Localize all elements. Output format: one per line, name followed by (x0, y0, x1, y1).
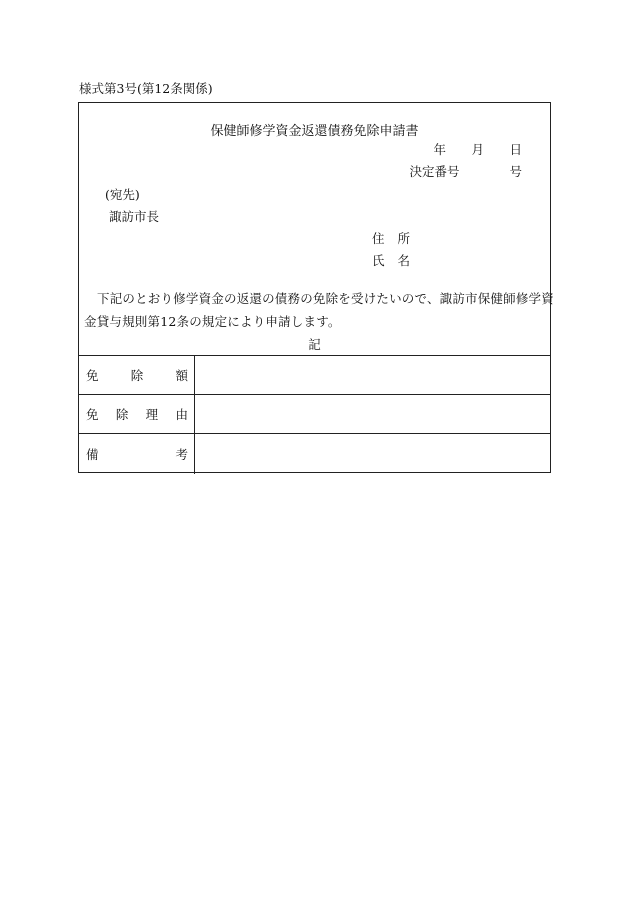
detail-table (79, 355, 550, 474)
decision-number-line (409, 162, 522, 180)
form-number: 様式第3号(第12条関係) (79, 81, 213, 96)
request-body: 下記のとおり修学資金の返還の債務の免除を受けたいので、諏訪市保健師修学資金貸与規則第12条の規定により申請します。 (84, 291, 554, 329)
exemption-reason-label (79, 395, 195, 433)
exemption-reason-field[interactable] (195, 395, 550, 433)
addressee: 諏訪市長 (109, 209, 160, 224)
addressee-note: (宛先) (105, 187, 140, 202)
date-line (433, 140, 522, 158)
label-char: 理 (145, 407, 159, 422)
date-day: 日 (509, 142, 522, 157)
exemption-amount-field[interactable] (195, 356, 550, 394)
decision-number-suffix: 号 (509, 164, 522, 179)
remarks-field[interactable] (195, 434, 550, 474)
label-char: 除 (130, 368, 144, 383)
exemption-amount-label (79, 356, 195, 394)
date-month: 月 (471, 142, 484, 157)
label-char: 備 (86, 447, 99, 462)
date-year: 年 (433, 142, 446, 157)
label-char: 額 (175, 368, 188, 383)
label-char: 免 (86, 407, 99, 422)
label-char: 由 (175, 407, 188, 422)
application-form (78, 102, 554, 473)
decision-number-label: 決定番号 (409, 164, 460, 179)
remarks-label (79, 434, 195, 474)
label-char: 免 (86, 368, 99, 383)
table-row (79, 356, 550, 395)
ki-heading: 記 (308, 337, 321, 352)
table-row (79, 395, 550, 434)
table-row (79, 434, 550, 474)
address-label: 住所 (372, 231, 424, 246)
label-char: 除 (115, 407, 129, 422)
label-char: 考 (175, 447, 188, 462)
name-label: 氏名 (372, 253, 424, 268)
form-title: 保健師修学資金返還債務免除申請書 (210, 124, 419, 139)
